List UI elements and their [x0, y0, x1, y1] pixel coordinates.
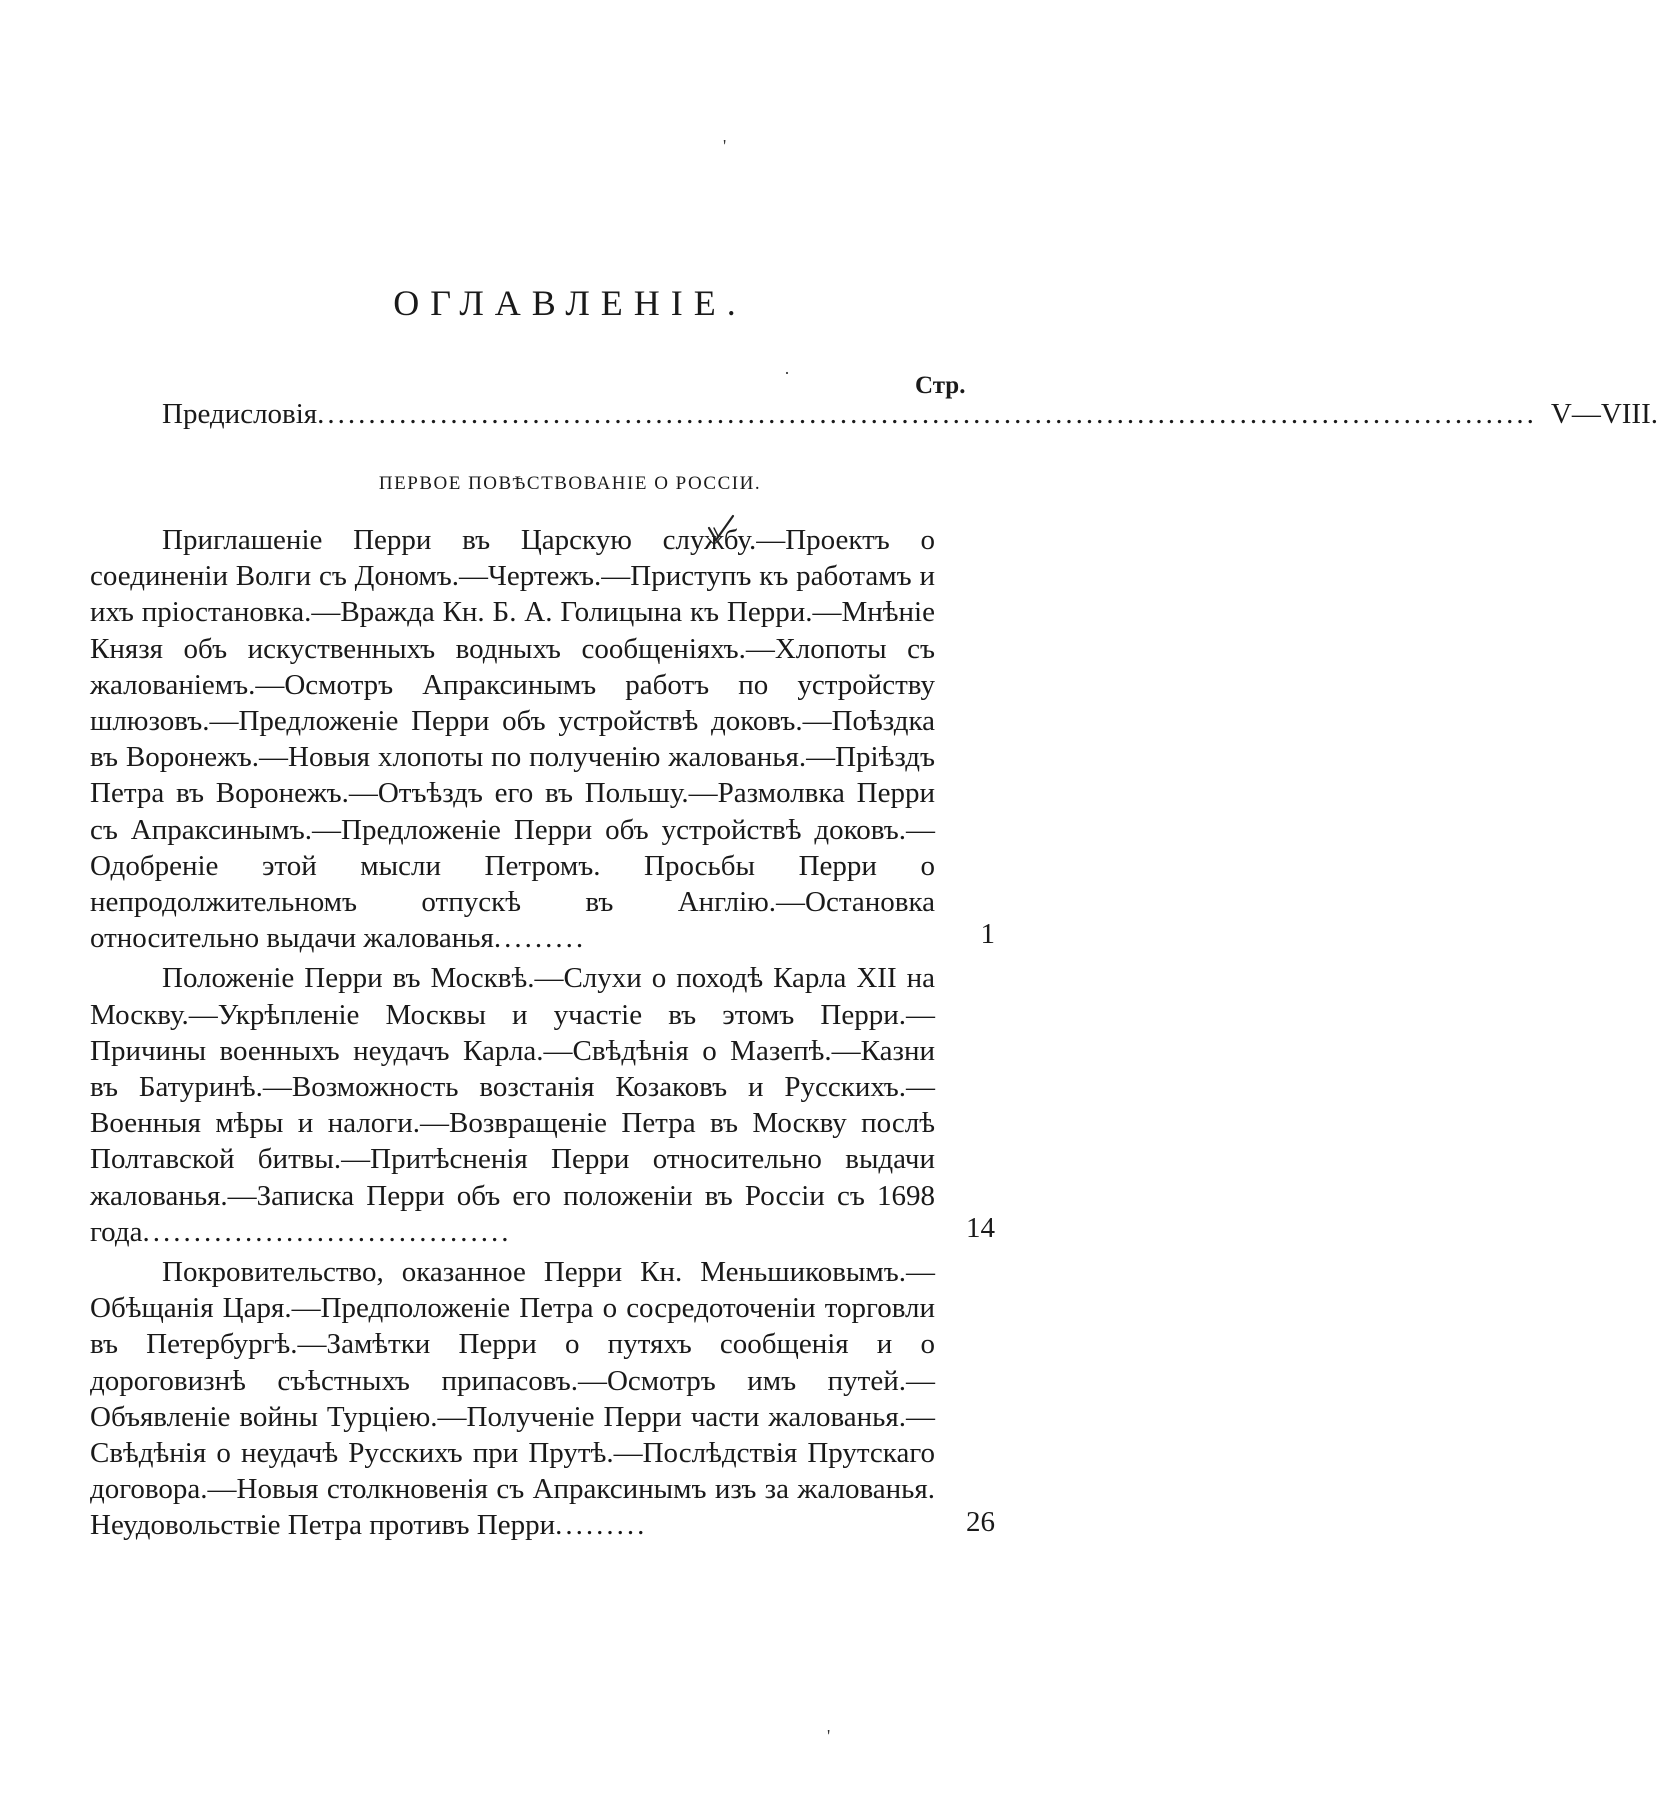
preface-label: Предисловiя: [162, 398, 318, 430]
toc-entry: [90, 1254, 995, 1544]
entry-page-number: 14: [966, 1212, 995, 1245]
toc-entry: [90, 960, 995, 1250]
entry-page-number: 26: [966, 1505, 995, 1538]
preface-row: [90, 398, 1658, 431]
ink-speck: ': [723, 136, 727, 156]
toc-entries: [90, 522, 995, 1544]
entry-page-number: 1: [980, 918, 995, 951]
entry-text: Положенiе Перри въ Москвѣ.—Слухи о походѣ Карла XII на Москву.—Укрѣпленiе Москвы и участiе въ этомъ Перри.—Причины военныхъ неудачъ Карла.—Свѣдѣнiя о Мазепѣ.—Казни въ Батуринѣ.—Возможность возстанiя Козаковъ и Русскихъ.—Военныя мѣры и налоги.—Возвращенiе Петра въ Москву послѣ Полтавской битвы.—Притѣсненiя Перри относительно выдачи жалованья.—Записка Перри объ его положенiи въ Россiи съ 1698 года....................................: [90, 962, 935, 1248]
preface-pages: V—VIII.: [1550, 398, 1658, 430]
ink-dot: ·: [784, 363, 790, 383]
entry-text: Приглашенiе Перри въ Царскую службу.—Проектъ о соединенiи Волги съ Дономъ.—Чертежъ.—Приступъ къ работамъ и ихъ прiостановка.—Вражда Кн. Б. А. Голицына къ Перри.—Мнѣнiе Князя объ искуственныхъ водныхъ сообщенiяхъ.—Хлопоты съ жалованiемъ.—Осмотръ Апраксинымъ работъ по устройству шлюзовъ.—Предложенiе Перри объ устройствѣ доковъ.—Поѣздка въ Воронежъ.—Новыя хлопоты по полученiю жалованья.—Прiѣздъ Петра въ Воронежъ.—Отъѣздъ его въ Польшу.—Размолвка Перри съ Апраксинымъ.—Предложенiе Перри объ устройствѣ доковъ.—Одобренiе этой мысли Петромъ. Просьбы Перри о непродолжительномъ отпускѣ въ Англiю.—Остановка относительно выдачи жалованья.........: [90, 524, 935, 955]
ink-speck-bottom: ': [827, 1726, 831, 1746]
toc-entry: [90, 522, 995, 956]
leader-dots: .......................................................................................................................: [317, 398, 1537, 430]
page-column-label: Стр.: [915, 372, 966, 399]
page-title: ОГЛАВЛЕНIЕ.: [393, 283, 747, 323]
section-heading: ПЕРВОЕ ПОВѢСТВОВАНIЕ О РОССIИ.: [378, 473, 762, 494]
preface-row-wrap: [90, 398, 1658, 431]
entry-text: Покровительство, оказанное Перри Кн. Меньшиковымъ.—Обѣщанiя Царя.—Предположенiе Петра о сосредоточенiи торговли въ Петербургѣ.—Замѣтки Перри о путяхъ сообщенiя и о дороговизнѣ съѣстныхъ припасовъ.—Осмотръ имъ путей.—Объявленiе войны Турцiею.—Полученiе Перри части жалованья.—Свѣдѣнiя о неудачѣ Русскихъ при Прутѣ.—Послѣдствiя Прутскаго договора.—Новыя столкновенiя съ Апраксинымъ изъ за жалованья. Неудовольствiе Петра противъ Перри.........: [90, 1256, 935, 1542]
